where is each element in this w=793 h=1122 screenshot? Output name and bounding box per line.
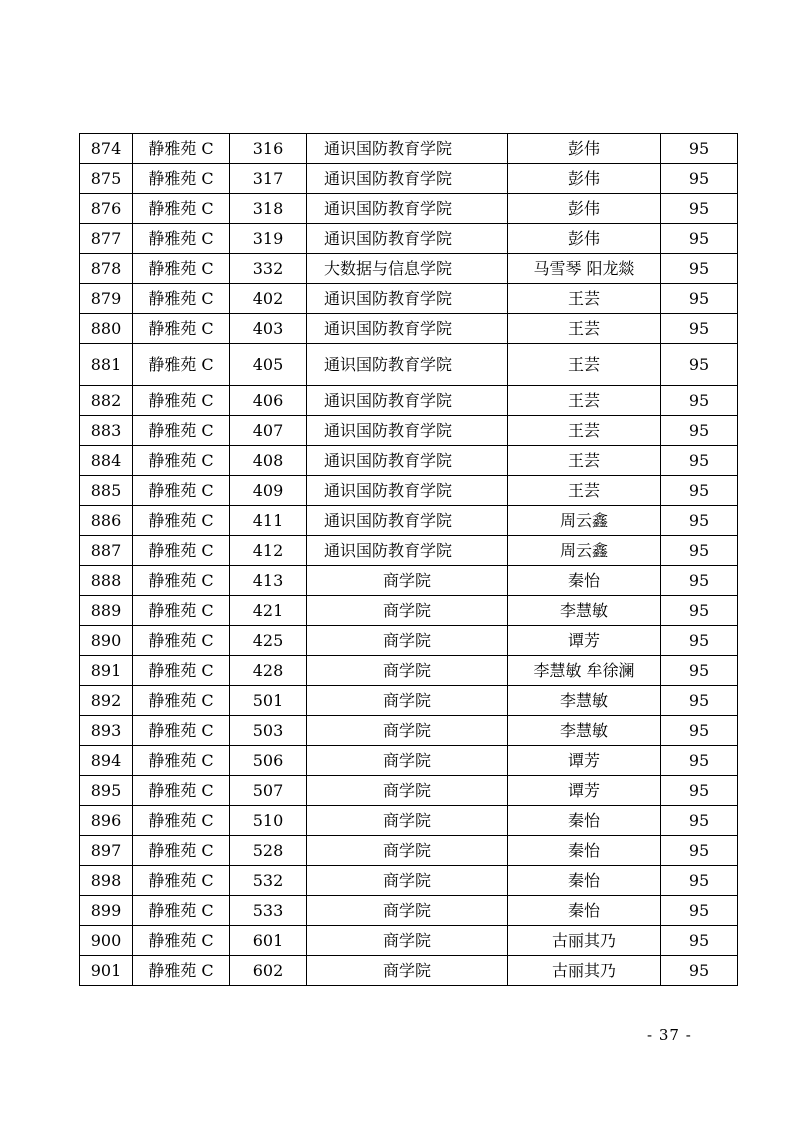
cell-score: 95 bbox=[661, 806, 738, 836]
cell-building: 静雅苑 C bbox=[133, 656, 230, 686]
cell-number: 885 bbox=[80, 476, 133, 506]
cell-score: 95 bbox=[661, 566, 738, 596]
cell-advisor: 彭伟 bbox=[508, 194, 661, 224]
table-row bbox=[80, 806, 738, 836]
cell-building: 静雅苑 C bbox=[133, 776, 230, 806]
cell-score: 95 bbox=[661, 866, 738, 896]
cell-number: 898 bbox=[80, 866, 133, 896]
cell-number: 879 bbox=[80, 284, 133, 314]
cell-college: 商学院 bbox=[307, 926, 508, 956]
table-row bbox=[80, 344, 738, 386]
cell-number: 884 bbox=[80, 446, 133, 476]
cell-building: 静雅苑 C bbox=[133, 536, 230, 566]
cell-number: 877 bbox=[80, 224, 133, 254]
cell-college: 商学院 bbox=[307, 656, 508, 686]
cell-room: 403 bbox=[230, 314, 307, 344]
cell-advisor: 李慧敏 bbox=[508, 596, 661, 626]
cell-building: 静雅苑 C bbox=[133, 164, 230, 194]
table-row bbox=[80, 926, 738, 956]
cell-college: 商学院 bbox=[307, 566, 508, 596]
cell-number: 894 bbox=[80, 746, 133, 776]
cell-room: 319 bbox=[230, 224, 307, 254]
cell-room: 425 bbox=[230, 626, 307, 656]
cell-number: 895 bbox=[80, 776, 133, 806]
table-row bbox=[80, 596, 738, 626]
cell-college: 商学院 bbox=[307, 836, 508, 866]
cell-score: 95 bbox=[661, 194, 738, 224]
cell-score: 95 bbox=[661, 596, 738, 626]
cell-room: 501 bbox=[230, 686, 307, 716]
cell-number: 900 bbox=[80, 926, 133, 956]
cell-building: 静雅苑 C bbox=[133, 446, 230, 476]
table-row bbox=[80, 836, 738, 866]
cell-room: 506 bbox=[230, 746, 307, 776]
cell-score: 95 bbox=[661, 386, 738, 416]
cell-score: 95 bbox=[661, 224, 738, 254]
table-row bbox=[80, 284, 738, 314]
cell-room: 428 bbox=[230, 656, 307, 686]
cell-advisor: 王芸 bbox=[508, 446, 661, 476]
cell-score: 95 bbox=[661, 956, 738, 986]
cell-number: 880 bbox=[80, 314, 133, 344]
cell-advisor: 周云鑫 bbox=[508, 536, 661, 566]
cell-building: 静雅苑 C bbox=[133, 866, 230, 896]
cell-college: 通识国防教育学院 bbox=[307, 506, 508, 536]
cell-number: 897 bbox=[80, 836, 133, 866]
cell-score: 95 bbox=[661, 446, 738, 476]
cell-advisor: 李慧敏 bbox=[508, 686, 661, 716]
table-row bbox=[80, 896, 738, 926]
cell-college: 商学院 bbox=[307, 806, 508, 836]
cell-building: 静雅苑 C bbox=[133, 836, 230, 866]
table-row bbox=[80, 776, 738, 806]
cell-advisor: 周云鑫 bbox=[508, 506, 661, 536]
cell-score: 95 bbox=[661, 746, 738, 776]
cell-score: 95 bbox=[661, 926, 738, 956]
table-row bbox=[80, 254, 738, 284]
cell-building: 静雅苑 C bbox=[133, 416, 230, 446]
cell-score: 95 bbox=[661, 836, 738, 866]
table-row bbox=[80, 956, 738, 986]
cell-advisor: 谭芳 bbox=[508, 776, 661, 806]
cell-advisor: 古丽其乃 bbox=[508, 956, 661, 986]
cell-advisor: 秦怡 bbox=[508, 866, 661, 896]
cell-room: 503 bbox=[230, 716, 307, 746]
cell-advisor: 彭伟 bbox=[508, 164, 661, 194]
cell-college: 商学院 bbox=[307, 896, 508, 926]
cell-advisor: 王芸 bbox=[508, 476, 661, 506]
cell-college: 通识国防教育学院 bbox=[307, 344, 508, 386]
table-body bbox=[80, 134, 738, 986]
cell-building: 静雅苑 C bbox=[133, 284, 230, 314]
cell-building: 静雅苑 C bbox=[133, 716, 230, 746]
cell-room: 408 bbox=[230, 446, 307, 476]
cell-room: 601 bbox=[230, 926, 307, 956]
cell-number: 878 bbox=[80, 254, 133, 284]
table-row bbox=[80, 164, 738, 194]
cell-score: 95 bbox=[661, 716, 738, 746]
table-row bbox=[80, 656, 738, 686]
cell-number: 899 bbox=[80, 896, 133, 926]
cell-college: 通识国防教育学院 bbox=[307, 284, 508, 314]
cell-building: 静雅苑 C bbox=[133, 224, 230, 254]
cell-number: 875 bbox=[80, 164, 133, 194]
cell-advisor: 谭芳 bbox=[508, 746, 661, 776]
cell-score: 95 bbox=[661, 344, 738, 386]
page-number: - 37 - bbox=[647, 1026, 692, 1044]
cell-advisor: 王芸 bbox=[508, 284, 661, 314]
cell-room: 406 bbox=[230, 386, 307, 416]
table-row bbox=[80, 224, 738, 254]
table-row bbox=[80, 314, 738, 344]
cell-building: 静雅苑 C bbox=[133, 896, 230, 926]
cell-advisor: 彭伟 bbox=[508, 224, 661, 254]
cell-advisor: 王芸 bbox=[508, 416, 661, 446]
cell-building: 静雅苑 C bbox=[133, 926, 230, 956]
cell-score: 95 bbox=[661, 254, 738, 284]
cell-college: 商学院 bbox=[307, 596, 508, 626]
cell-building: 静雅苑 C bbox=[133, 806, 230, 836]
cell-college: 通识国防教育学院 bbox=[307, 386, 508, 416]
cell-room: 402 bbox=[230, 284, 307, 314]
cell-college: 通识国防教育学院 bbox=[307, 446, 508, 476]
cell-college: 通识国防教育学院 bbox=[307, 536, 508, 566]
cell-building: 静雅苑 C bbox=[133, 254, 230, 284]
cell-college: 大数据与信息学院 bbox=[307, 254, 508, 284]
cell-number: 876 bbox=[80, 194, 133, 224]
cell-score: 95 bbox=[661, 476, 738, 506]
cell-room: 507 bbox=[230, 776, 307, 806]
cell-number: 883 bbox=[80, 416, 133, 446]
cell-score: 95 bbox=[661, 134, 738, 164]
cell-room: 412 bbox=[230, 536, 307, 566]
cell-number: 886 bbox=[80, 506, 133, 536]
cell-room: 510 bbox=[230, 806, 307, 836]
cell-college: 商学院 bbox=[307, 626, 508, 656]
cell-room: 413 bbox=[230, 566, 307, 596]
cell-advisor: 秦怡 bbox=[508, 896, 661, 926]
cell-college: 商学院 bbox=[307, 746, 508, 776]
cell-advisor: 古丽其乃 bbox=[508, 926, 661, 956]
cell-building: 静雅苑 C bbox=[133, 134, 230, 164]
cell-advisor: 秦怡 bbox=[508, 836, 661, 866]
cell-college: 商学院 bbox=[307, 956, 508, 986]
cell-score: 95 bbox=[661, 506, 738, 536]
cell-score: 95 bbox=[661, 164, 738, 194]
cell-college: 商学院 bbox=[307, 776, 508, 806]
cell-score: 95 bbox=[661, 284, 738, 314]
cell-building: 静雅苑 C bbox=[133, 626, 230, 656]
cell-room: 407 bbox=[230, 416, 307, 446]
cell-building: 静雅苑 C bbox=[133, 194, 230, 224]
cell-advisor: 秦怡 bbox=[508, 806, 661, 836]
cell-building: 静雅苑 C bbox=[133, 596, 230, 626]
cell-college: 通识国防教育学院 bbox=[307, 164, 508, 194]
cell-room: 332 bbox=[230, 254, 307, 284]
cell-number: 874 bbox=[80, 134, 133, 164]
cell-building: 静雅苑 C bbox=[133, 344, 230, 386]
cell-advisor: 马雪琴 阳龙燚 bbox=[508, 254, 661, 284]
cell-building: 静雅苑 C bbox=[133, 314, 230, 344]
cell-room: 405 bbox=[230, 344, 307, 386]
cell-college: 商学院 bbox=[307, 716, 508, 746]
cell-number: 892 bbox=[80, 686, 133, 716]
table-row bbox=[80, 626, 738, 656]
cell-room: 316 bbox=[230, 134, 307, 164]
table-row bbox=[80, 866, 738, 896]
cell-building: 静雅苑 C bbox=[133, 476, 230, 506]
table-row bbox=[80, 476, 738, 506]
table-row bbox=[80, 134, 738, 164]
cell-number: 893 bbox=[80, 716, 133, 746]
cell-advisor: 秦怡 bbox=[508, 566, 661, 596]
cell-number: 881 bbox=[80, 344, 133, 386]
cell-number: 896 bbox=[80, 806, 133, 836]
dormitory-table bbox=[79, 133, 738, 986]
cell-score: 95 bbox=[661, 416, 738, 446]
cell-advisor: 李慧敏 牟徐澜 bbox=[508, 656, 661, 686]
cell-score: 95 bbox=[661, 314, 738, 344]
cell-college: 通识国防教育学院 bbox=[307, 134, 508, 164]
cell-number: 891 bbox=[80, 656, 133, 686]
cell-college: 商学院 bbox=[307, 866, 508, 896]
cell-room: 533 bbox=[230, 896, 307, 926]
cell-college: 通识国防教育学院 bbox=[307, 314, 508, 344]
cell-room: 411 bbox=[230, 506, 307, 536]
cell-building: 静雅苑 C bbox=[133, 506, 230, 536]
cell-room: 602 bbox=[230, 956, 307, 986]
table-row bbox=[80, 416, 738, 446]
cell-score: 95 bbox=[661, 686, 738, 716]
cell-number: 890 bbox=[80, 626, 133, 656]
table-row bbox=[80, 194, 738, 224]
cell-advisor: 彭伟 bbox=[508, 134, 661, 164]
table-row bbox=[80, 686, 738, 716]
cell-number: 887 bbox=[80, 536, 133, 566]
cell-score: 95 bbox=[661, 776, 738, 806]
cell-building: 静雅苑 C bbox=[133, 746, 230, 776]
table-row bbox=[80, 506, 738, 536]
cell-advisor: 谭芳 bbox=[508, 626, 661, 656]
cell-room: 409 bbox=[230, 476, 307, 506]
cell-building: 静雅苑 C bbox=[133, 686, 230, 716]
cell-room: 421 bbox=[230, 596, 307, 626]
cell-advisor: 王芸 bbox=[508, 344, 661, 386]
cell-number: 888 bbox=[80, 566, 133, 596]
cell-room: 532 bbox=[230, 866, 307, 896]
table-row bbox=[80, 446, 738, 476]
cell-college: 通识国防教育学院 bbox=[307, 194, 508, 224]
table-row bbox=[80, 386, 738, 416]
cell-advisor: 王芸 bbox=[508, 386, 661, 416]
cell-building: 静雅苑 C bbox=[133, 566, 230, 596]
table-row bbox=[80, 716, 738, 746]
cell-score: 95 bbox=[661, 536, 738, 566]
table-row bbox=[80, 536, 738, 566]
cell-college: 商学院 bbox=[307, 686, 508, 716]
cell-advisor: 王芸 bbox=[508, 314, 661, 344]
cell-building: 静雅苑 C bbox=[133, 956, 230, 986]
cell-number: 889 bbox=[80, 596, 133, 626]
cell-score: 95 bbox=[661, 896, 738, 926]
cell-room: 528 bbox=[230, 836, 307, 866]
cell-college: 通识国防教育学院 bbox=[307, 416, 508, 446]
table-row bbox=[80, 746, 738, 776]
cell-score: 95 bbox=[661, 626, 738, 656]
cell-advisor: 李慧敏 bbox=[508, 716, 661, 746]
cell-room: 317 bbox=[230, 164, 307, 194]
cell-college: 通识国防教育学院 bbox=[307, 476, 508, 506]
cell-number: 901 bbox=[80, 956, 133, 986]
cell-room: 318 bbox=[230, 194, 307, 224]
cell-score: 95 bbox=[661, 656, 738, 686]
cell-college: 通识国防教育学院 bbox=[307, 224, 508, 254]
cell-building: 静雅苑 C bbox=[133, 386, 230, 416]
cell-number: 882 bbox=[80, 386, 133, 416]
table-row bbox=[80, 566, 738, 596]
